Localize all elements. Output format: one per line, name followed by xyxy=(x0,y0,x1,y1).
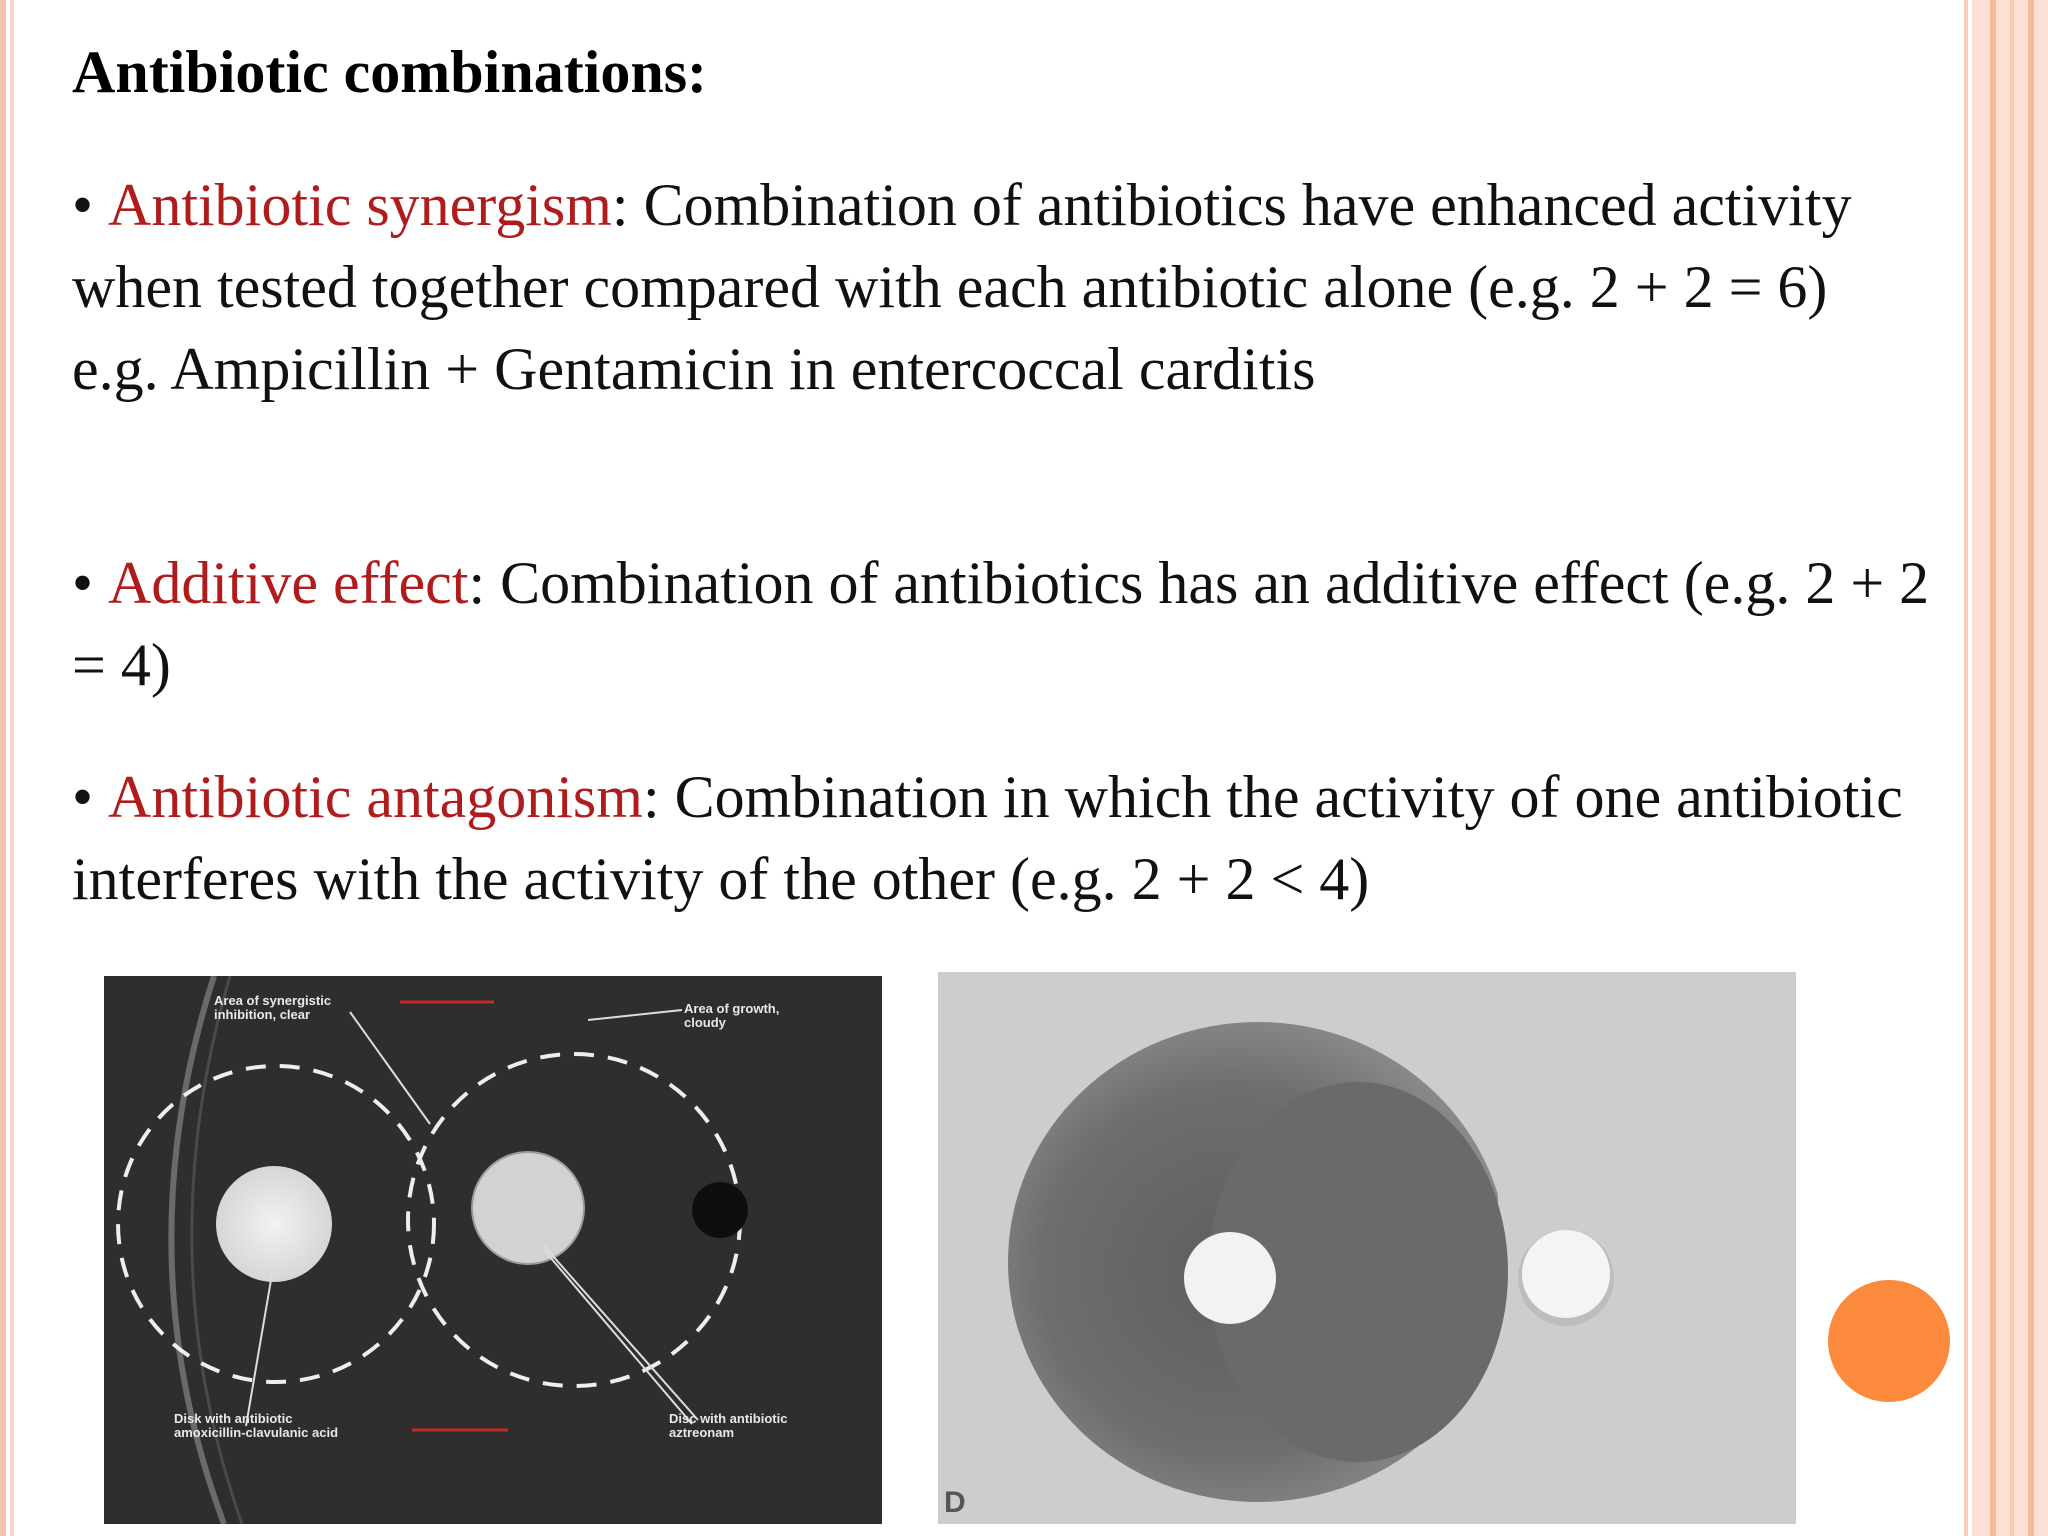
plate-photo xyxy=(938,972,1796,1524)
well xyxy=(692,1182,748,1238)
label-disk-amoxicillin: Disk with antibiotic amoxicillin-clavulanic acid xyxy=(174,1411,339,1440)
bullet-synergism: • Antibiotic synergism: Combination of antibiotics have enhanced activity when tested together compared with each antibiotic alone (e.g. 2 + 2 = 6) e.g. Ampicillin + Gentamicin in entercoccal carditis xyxy=(72,172,1852,402)
synergy-plate-figure xyxy=(104,976,882,1524)
term-additive: Additive effect xyxy=(108,550,469,616)
disk-left xyxy=(1184,1232,1276,1324)
decorative-orange-dot xyxy=(1828,1280,1950,1402)
bullet-example: e.g. Ampicillin + Gentamicin in entercoccal carditis xyxy=(72,336,1316,402)
bullet-additive: • Additive effect: Combination of antibiotics has an additive effect (e.g. 2 + 2 = 4) xyxy=(72,550,1930,698)
term-antagonism: Antibiotic antagonism xyxy=(108,764,643,830)
bullet-antagonism: • Antibiotic antagonism: Combination in which the activity of one antibiotic interferes with the activity of the other (e.g. 2 + 2 < 4) xyxy=(72,764,1903,912)
right-border-stripe xyxy=(1990,0,1996,1536)
label-synergy-zone: Area of synergistic inhibition, clear xyxy=(214,993,332,1022)
term-synergism: Antibiotic synergism xyxy=(108,172,612,238)
plate-illustration xyxy=(104,976,882,1524)
antagonism-plate-figure xyxy=(938,972,1796,1524)
label-growth-area: Area of growth, cloudy xyxy=(684,1001,780,1030)
panel-letter: D xyxy=(944,1486,966,1519)
disk-amoxicillin xyxy=(216,1166,332,1282)
bullet-text: : Combination of antibiotics has an additive effect (e.g. 2 + 2 = 4) xyxy=(72,550,1930,698)
bullet-text: : Combination of antibiotics have enhanced activity when tested together compared with each antibiotic alone (e.g. 2 + 2 = 6) xyxy=(72,172,1852,320)
right-border-stripe xyxy=(1964,0,1968,1536)
left-border-stripe xyxy=(0,0,6,1536)
left-border-stripe-inner xyxy=(10,0,14,1536)
bullet-text: : Combination in which the activity of one antibiotic interferes with the activity of the other (e.g. 2 + 2 < 4) xyxy=(72,764,1903,912)
right-border-stripe xyxy=(2028,0,2034,1536)
right-border-stripe xyxy=(2010,0,2014,1536)
disk-aztreonam xyxy=(472,1152,584,1264)
slide-title: Antibiotic combinations: xyxy=(72,39,708,105)
label-disk-aztreonam: Disc with antibiotic aztreonam xyxy=(669,1411,788,1440)
disk-right xyxy=(1522,1230,1610,1318)
